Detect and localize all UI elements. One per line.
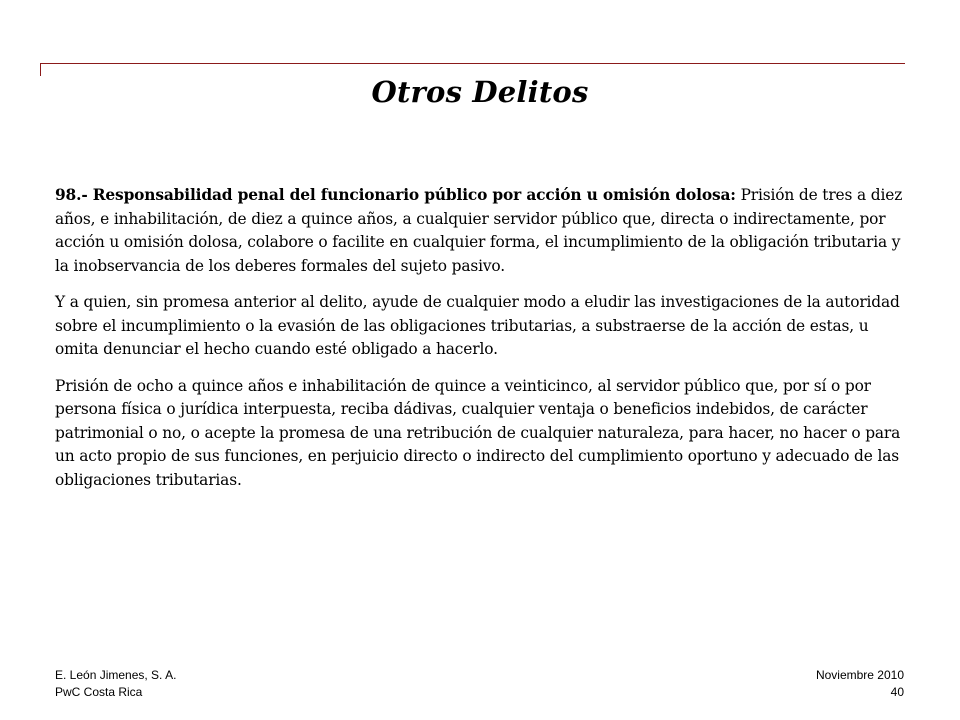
footer-company: E. León Jimenes, S. A. [55, 668, 177, 682]
article-heading: 98.- Responsabilidad penal del funcionario público por acción u omisión dolosa: [55, 186, 736, 204]
footer-left [55, 667, 176, 701]
page-number: 40 [890, 685, 904, 699]
footer-firm: PwC Costa Rica [55, 685, 143, 699]
slide-body [55, 184, 905, 505]
paragraph-1 [55, 184, 905, 278]
paragraph-3: Prisión de ocho a quince años e inhabilitación de quince a veinticinco, al servidor público que, por sí o por persona física o jurídica interpuesta, reciba dádivas, cualquier ventaja o beneficios indebidos, de carácter patrimonial o no, o acepte la promesa de una retribución de cualquier naturaleza, para hacer, no hacer o para un acto propio de sus funciones, en perjuicio directo o indirecto del cumplimiento oportuno y adecuado de las obligaciones tributarias. [55, 376, 901, 489]
paragraph-2: Y a quien, sin promesa anterior al delito, ayude de cualquier modo a eludir las investigaciones de la autoridad sobre el incumplimiento o la evasión de las obligaciones tributarias, a substraerse de la acción de estas, u omita denunciar el hecho cuando esté obligado a hacerlo. [55, 293, 900, 358]
paragraph-1-text: Prisión de tres a diez años, e inhabilitación, de diez a quince años, a cualquier servidor público que, directa o indirectamente, por acción u omisión dolosa, colabore o facilite en cualquier forma, el incumplimiento de la obligación tributaria y la inobservancia de los deberes formales del sujeto pasivo. [55, 186, 903, 275]
header-rule [40, 63, 905, 64]
footer-date: Noviembre 2010 [815, 668, 904, 682]
footer-right [816, 667, 904, 701]
slide-title: Otros Delitos [371, 75, 589, 109]
